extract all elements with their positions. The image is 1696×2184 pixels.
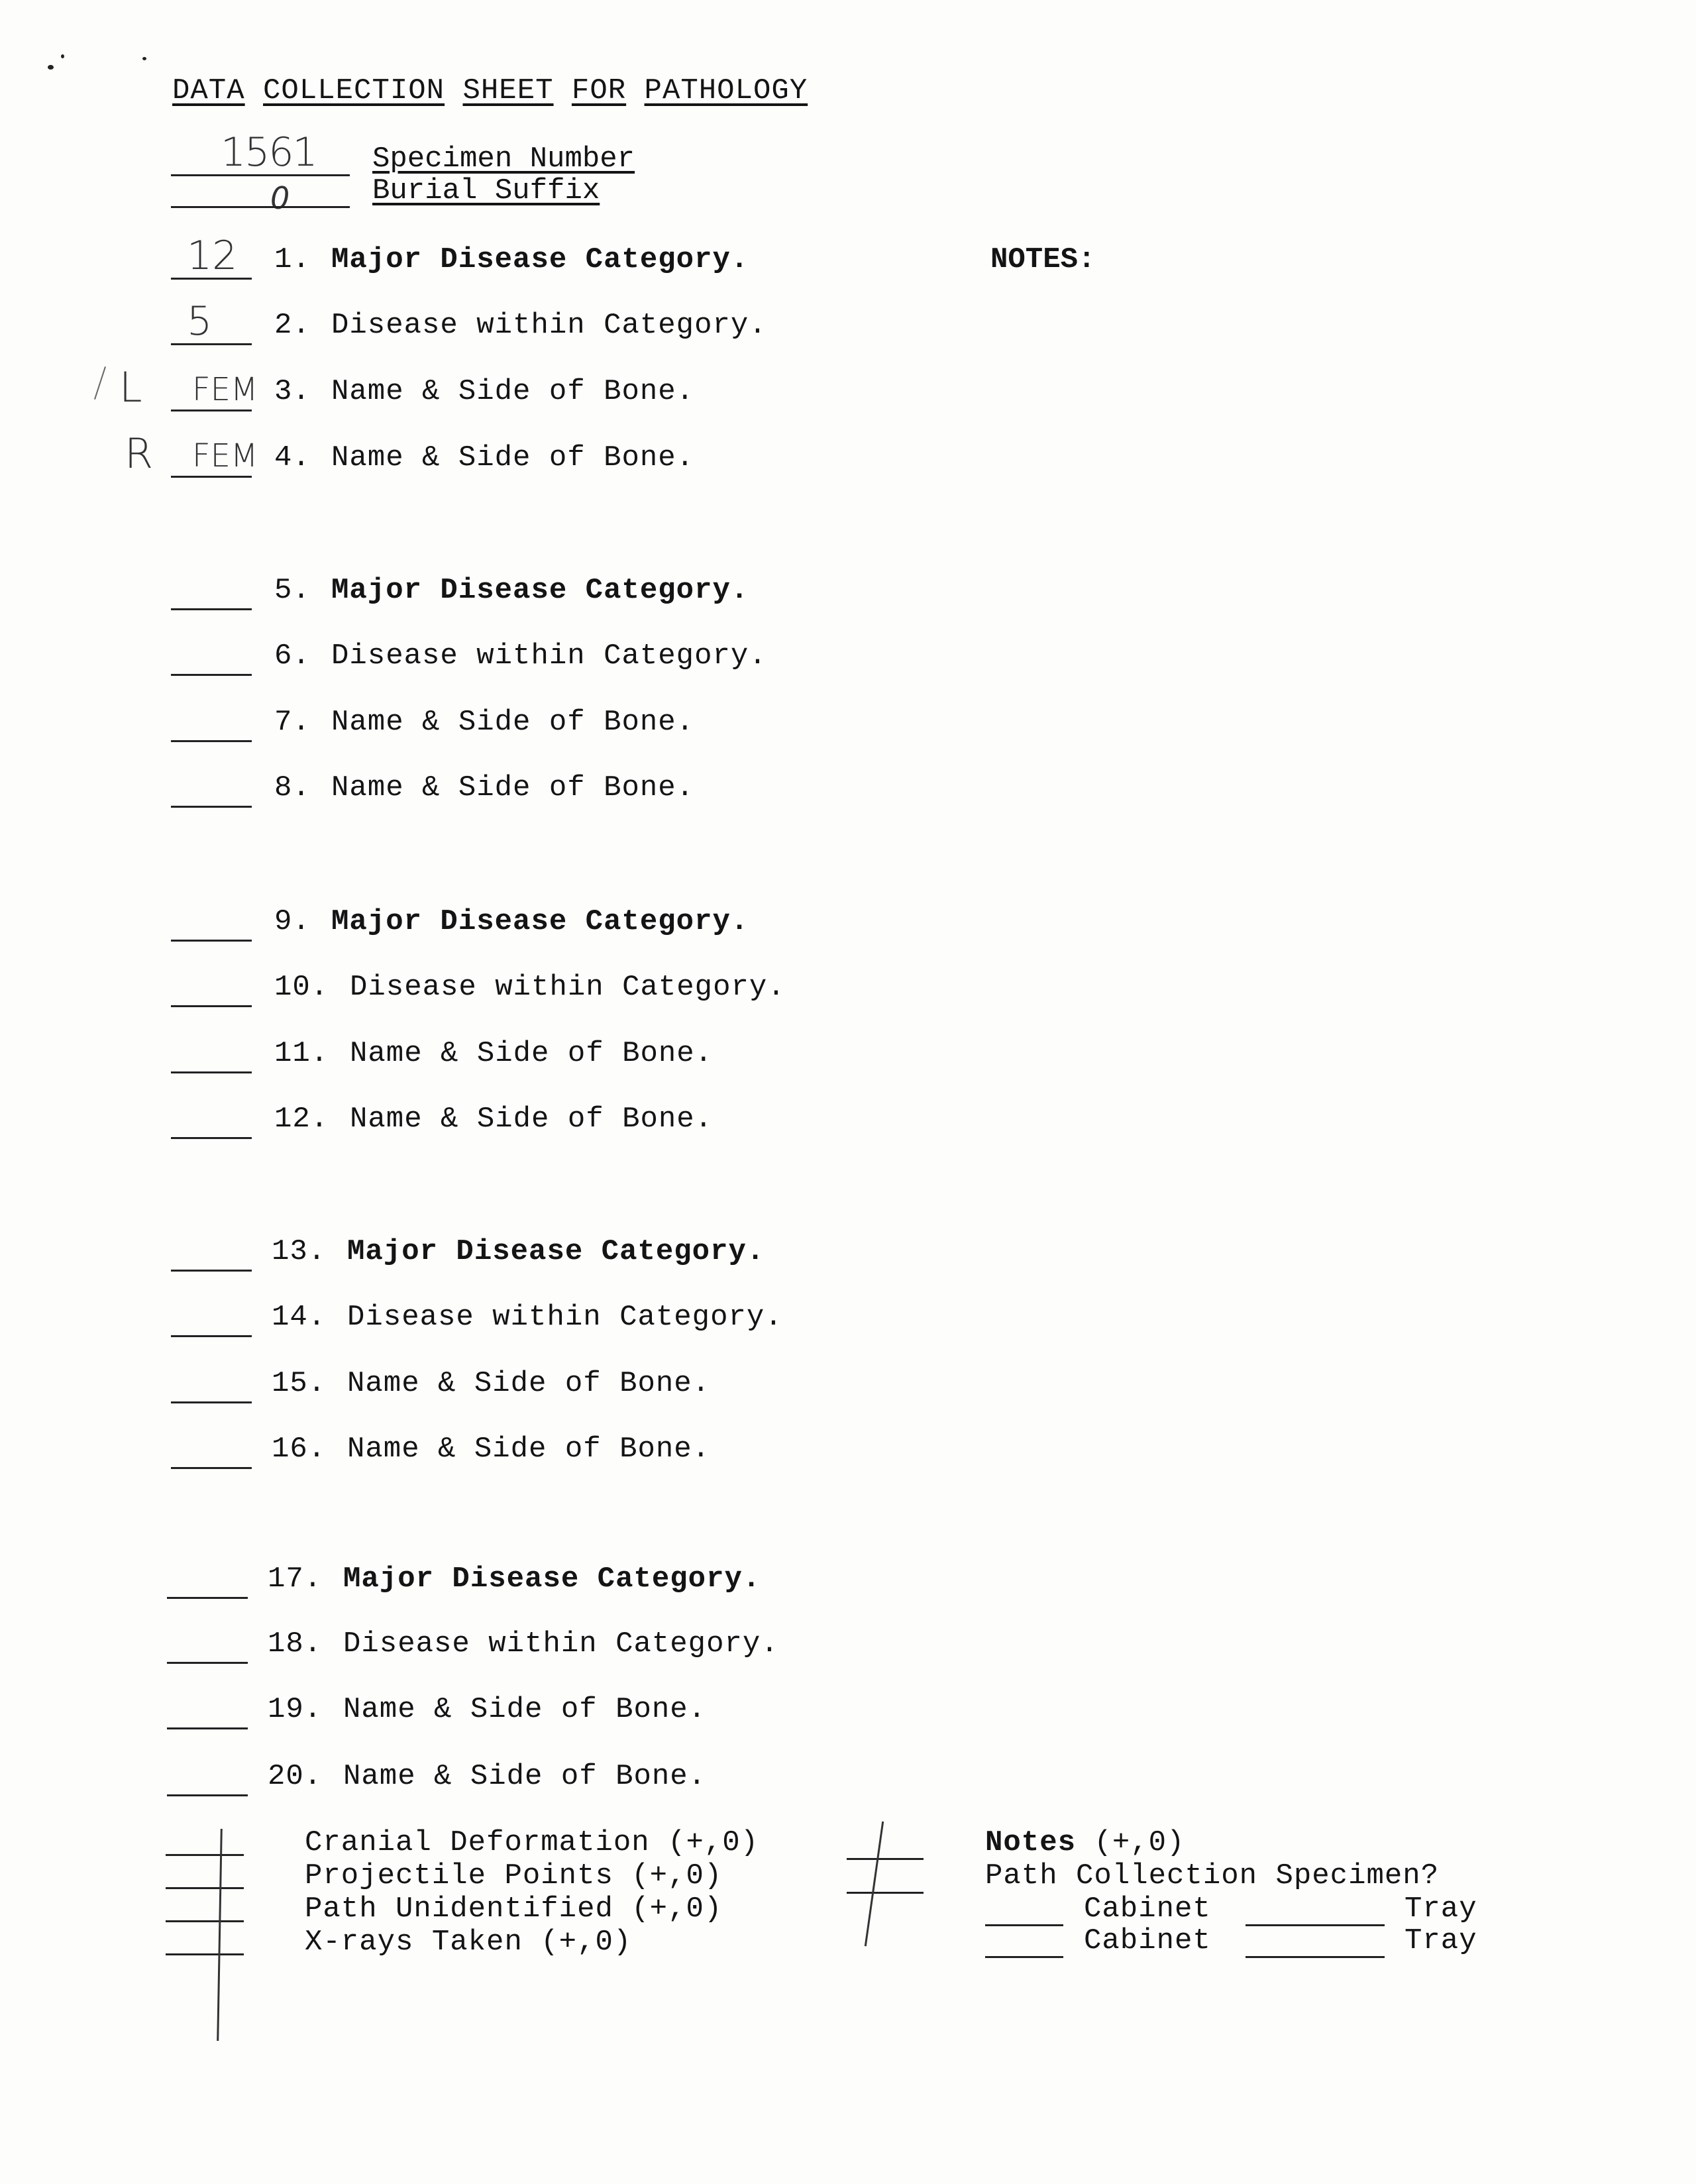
item-19-label: Name & Side of Bone. — [343, 1693, 707, 1726]
item-4-label: Name & Side of Bone. — [331, 441, 695, 474]
item-4-blank[interactable] — [171, 476, 252, 478]
item-5-label: Major Disease Category. — [331, 574, 749, 607]
item-8-label: Name & Side of Bone. — [331, 771, 695, 804]
title-word: PATHOLOGY — [644, 74, 808, 107]
item-14-number: 14. — [272, 1301, 327, 1334]
specimen-number-line — [171, 174, 350, 176]
item-11-label: Name & Side of Bone. — [350, 1037, 714, 1070]
path-collection-blank[interactable] — [847, 1892, 924, 1894]
item-3-number: 3. — [274, 375, 311, 408]
specimen-number-value[interactable]: 1561 — [221, 129, 317, 176]
item-12-label: Name & Side of Bone. — [350, 1103, 714, 1136]
item-16-label: Name & Side of Bone. — [347, 1433, 711, 1466]
cabinet-blank-1[interactable] — [985, 1924, 1063, 1926]
page-title — [172, 74, 808, 107]
path-unidentified-label: Path Unidentified (+,0) — [305, 1892, 723, 1926]
item-2-value[interactable]: 5 — [187, 298, 213, 345]
item-10-label: Disease within Category. — [350, 971, 786, 1004]
item-6-number: 6. — [274, 639, 311, 673]
item-2-label: Disease within Category. — [331, 309, 767, 342]
item-9-number: 9. — [274, 905, 311, 938]
tray-blank-2[interactable] — [1246, 1956, 1385, 1958]
item-5-blank[interactable] — [171, 608, 252, 610]
item-15-label: Name & Side of Bone. — [347, 1367, 711, 1400]
item-8-number: 8. — [274, 771, 311, 804]
item-7-label: Name & Side of Bone. — [331, 706, 695, 739]
item-11-number: 11. — [274, 1037, 329, 1070]
item-20-blank[interactable] — [167, 1794, 248, 1796]
item-14-label: Disease within Category. — [347, 1301, 783, 1334]
item-11-blank[interactable] — [171, 1071, 252, 1073]
notes-blank[interactable] — [847, 1858, 924, 1860]
item-14-blank[interactable] — [171, 1335, 252, 1337]
notes-heading: NOTES: — [990, 243, 1096, 276]
item-9-blank[interactable] — [171, 940, 252, 942]
cabinet-label: Cabinet — [1084, 1892, 1211, 1926]
item-6-label: Disease within Category. — [331, 639, 767, 673]
tray-blank-1[interactable] — [1246, 1924, 1385, 1926]
item-4-side-prefix[interactable]: R — [125, 429, 154, 478]
item-17-blank[interactable] — [167, 1597, 248, 1599]
item-1-number: 1. — [274, 243, 311, 276]
item-18-number: 18. — [268, 1627, 323, 1661]
item-3-value[interactable]: FEM — [192, 371, 258, 408]
burial-suffix-value[interactable]: 0 — [270, 180, 290, 216]
item-12-blank[interactable] — [171, 1137, 252, 1139]
item-1-value[interactable]: 12 — [187, 233, 238, 279]
xrays-taken-label: X-rays Taken (+,0) — [305, 1926, 632, 1959]
item-13-blank[interactable] — [171, 1270, 252, 1272]
handwritten-tally-mark — [217, 1829, 223, 2041]
item-18-blank[interactable] — [167, 1662, 248, 1664]
item-8-blank[interactable] — [171, 806, 252, 808]
item-19-number: 19. — [268, 1693, 323, 1726]
notes-flag-word: Notes — [985, 1826, 1077, 1859]
tray-label: Tray — [1404, 1924, 1477, 1957]
cabinet-blank-2[interactable] — [985, 1956, 1063, 1958]
path-unidentified-blank[interactable] — [166, 1920, 244, 1922]
item-7-blank[interactable] — [171, 740, 252, 742]
burial-suffix-label: Burial Suffix — [372, 174, 600, 207]
title-word: FOR — [571, 74, 627, 107]
item-3-label: Name & Side of Bone. — [331, 375, 695, 408]
item-13-number: 13. — [272, 1235, 327, 1268]
item-20-label: Name & Side of Bone. — [343, 1760, 707, 1793]
item-3-side-prefix[interactable]: L — [119, 363, 142, 411]
item-12-number: 12. — [274, 1103, 329, 1136]
item-9-label: Major Disease Category. — [331, 905, 749, 938]
handwritten-tally-mark — [865, 1822, 884, 1947]
item-17-label: Major Disease Category. — [343, 1562, 761, 1596]
item-15-number: 15. — [272, 1367, 327, 1400]
item-10-number: 10. — [274, 971, 329, 1004]
tray-label: Tray — [1404, 1892, 1477, 1926]
cabinet-label: Cabinet — [1084, 1924, 1211, 1957]
item-15-blank[interactable] — [171, 1401, 252, 1403]
item-4-number: 4. — [274, 441, 311, 474]
item-16-number: 16. — [272, 1433, 327, 1466]
item-4-value[interactable]: FEM — [192, 437, 258, 474]
notes-flag-label — [985, 1826, 1185, 1859]
cranial-deformation-label: Cranial Deformation (+,0) — [305, 1826, 759, 1859]
item-18-label: Disease within Category. — [343, 1627, 779, 1661]
item-19-blank[interactable] — [167, 1727, 248, 1729]
item-5-number: 5. — [274, 574, 311, 607]
cranial-deformation-blank[interactable] — [166, 1854, 244, 1856]
item-7-number: 7. — [274, 706, 311, 739]
item-13-label: Major Disease Category. — [347, 1235, 765, 1268]
title-word: DATA — [172, 74, 245, 107]
title-word: SHEET — [462, 74, 554, 107]
xrays-taken-blank[interactable] — [166, 1953, 244, 1955]
item-1-label: Major Disease Category. — [331, 243, 749, 276]
scan-speck — [61, 54, 64, 58]
item-10-blank[interactable] — [171, 1005, 252, 1007]
item-2-number: 2. — [274, 309, 311, 342]
item-17-number: 17. — [268, 1562, 323, 1596]
item-3-blank[interactable] — [171, 410, 252, 411]
item-6-blank[interactable] — [171, 674, 252, 676]
scan-speck — [142, 57, 146, 60]
scan-speck — [48, 65, 54, 70]
notes-flag-suffix: (+,0) — [1094, 1826, 1185, 1859]
projectile-points-label: Projectile Points (+,0) — [305, 1859, 723, 1892]
title-word: COLLECTION — [263, 74, 445, 107]
item-20-number: 20. — [268, 1760, 323, 1793]
projectile-points-blank[interactable] — [166, 1887, 244, 1889]
path-collection-label: Path Collection Specimen? — [985, 1859, 1440, 1892]
handwritten-stroke-mark — [94, 366, 106, 400]
item-16-blank[interactable] — [171, 1467, 252, 1469]
specimen-number-label: Specimen Number — [372, 142, 635, 176]
burial-suffix-line — [171, 206, 350, 208]
